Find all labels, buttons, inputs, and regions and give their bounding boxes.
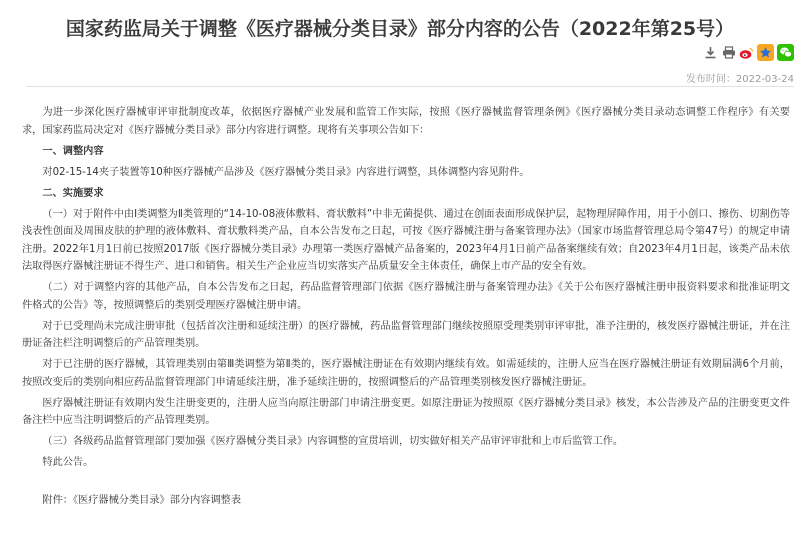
favorite-icon[interactable] [757, 44, 774, 61]
requirement-item-2-paragraph-1: 对于已受理尚未完成注册审批（包括首次注册和延续注册）的医疗器械，药品监督管理部门继续按照原受理类别审评审批，准予注册的，核发医疗器械注册证，并在注册证备注栏注明调整后的产品管理类别。 [22, 320, 790, 349]
publish-label: 发布时间： [685, 74, 736, 85]
publish-date-value: 2022-03-24 [735, 74, 794, 85]
article-body [22, 104, 790, 513]
attachment-link[interactable]: 附件：《医疗器械分类目录》部分内容调整表 [42, 494, 242, 506]
requirement-item-3: （三）各级药品监督管理部门要加强《医疗器械分类目录》内容调整的宣贯培训，切实做好相关产品审评审批和上市后监管工作。 [42, 436, 624, 447]
page-title: 国家药监局关于调整《医疗器械分类目录》部分内容的公告（2022年第25号） [65, 18, 735, 40]
download-icon[interactable] [703, 45, 718, 60]
section-heading-requirements: 二、实施要求 [42, 187, 104, 199]
print-icon[interactable] [721, 45, 736, 60]
weibo-icon[interactable] [739, 45, 754, 60]
closing-paragraph: 特此公告。 [42, 457, 94, 468]
section1-paragraph: 对02-15-14夹子装置等10种医疗器械产品涉及《医疗器械分类目录》内容进行调整，具体调整内容见附件。 [42, 166, 530, 178]
requirement-item-1: （一）对于附件中由Ⅰ类调整为Ⅱ类管理的“14-10-08液体敷料、膏状敷料”中非无菌提供、通过在创面表面形成保护层，起物理屏障作用，用于小创口、擦伤、切割伤等浅表性创面及周围皮肤的护理的液体敷料、膏状敷料类产品，自本公告发布之日起，可按《医疗器械注册与备案管理办法》（国家市场监督管理总局令第47号）的规定申请注册。2022年1月1日前已按照2017版《医疗器械分类目录》办理第一类医疗器械产品备案的，2023年4月1日前产品备案继续有效；自2023年4月1日起，该类产品未依法取得医疗器械注册证不得生产、进口和销售。相关生产企业应当切实落实产品质量安全主体责任，确保上市产品的安全有效。 [22, 208, 790, 272]
requirement-item-2-paragraph-2: 对于已注册的医疗器械，其管理类别由第Ⅲ类调整为第Ⅱ类的，医疗器械注册证在有效期内继续有效。如需延续的，注册人应当在医疗器械注册证有效期届满6个月前，按照改变后的类别向相应药品监督管理部门申请延续注册，准予延续注册的，按照调整后的产品管理类别核发医疗器械注册证。 [22, 359, 790, 388]
requirement-item-2: （二）对于调整内容的其他产品，自本公告发布之日起，药品监督管理部门依据《医疗器械注册与备案管理办法》《关于公布医疗器械注册申报资料要求和批准证明文件格式的公告》等，按照调整后的类别受理医疗器械注册申请。 [22, 282, 790, 311]
share-toolbar [703, 44, 794, 61]
wechat-icon[interactable] [777, 44, 794, 61]
section-heading-adjustment: 一、调整内容 [42, 145, 104, 157]
intro-paragraph: 为进一步深化医疗器械审评审批制度改革，依据医疗器械产业发展和监管工作实际，按照《医疗器械监督管理条例》《医疗器械分类目录动态调整工作程序》有关要求，国家药监局决定对《医疗器械分类目录》部分内容进行调整。现将有关事项公告如下： [22, 107, 790, 136]
requirement-item-2-paragraph-3: 医疗器械注册证有效期内发生注册变更的，注册人应当向原注册部门申请注册变更。如原注册证为按照原《医疗器械分类目录》核发，本公告涉及产品的注册变更文件备注栏中应当注明调整后的产品管理类别。 [22, 397, 790, 426]
header-divider [26, 86, 794, 87]
publish-date [686, 70, 794, 85]
